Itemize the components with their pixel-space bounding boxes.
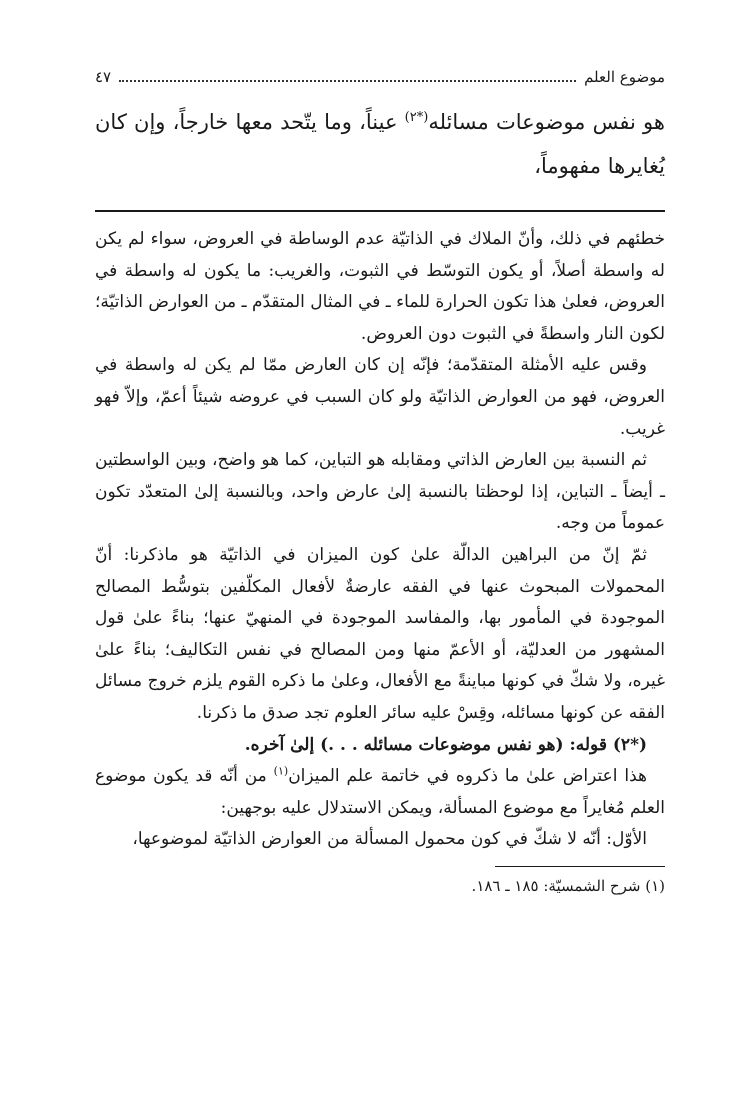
commentary-separator [95,210,665,212]
commentary-quote-heading: (*٢) قوله: (هو نفس موضوعات مسائله . . .) إلىٰ آخره. [244,734,647,755]
footnote-reference: (١) [273,764,289,778]
main-text [95,100,665,188]
running-header [95,68,665,94]
commentary-paragraph-7: الأوّل: أنّه لا شكّ في كون محمول المسألة من العوارض الذاتيّة لموضوعها، [132,829,647,850]
main-text-reference: (*٢) [404,110,429,125]
commentary-paragraph-6-part-1: هذا اعتراض علىٰ ما ذكروه في خاتمة علم الميزان [288,766,648,787]
commentary-paragraph-3: ثم النسبة بين العارض الذاتي ومقابله هو التباين، كما هو واضح، وبين الواسطتين ـ أيضاً ـ التباين، إذا لوحظتا بالنسبة إلىٰ عارض واحد، وبالنسبة إلىٰ المتعدّد تكون عموماً من وجه. [95,450,665,534]
commentary-paragraph-1: خطئهم في ذلك، وأنّ الملاك في الذاتيّة عدم الوساطة في العروض، سواء لم يكن له واسطة أصلاً، أو يكون التوسّط في الثبوت، والغريب: ما يكون له واسطة في العروض، فعلىٰ هذا تكون الحرارة للماء ـ في المثال المتقدّم ـ من العوارض الذاتيّة؛ لكون النار واسطةً في الثبوت دون العروض. [95,229,665,344]
commentary-paragraph-6-part-2: من أنّه قد يكون موضوع العلم مُغايراً مع موضوع المسألة، ويمكن الاستدلال عليه بوجهين: [95,766,665,818]
running-title: موضوع العلم [584,68,665,86]
commentary [95,224,665,856]
commentary-paragraph-4: ثمّ إنّ من البراهين الدالّة علىٰ كون الميزان في الذاتيّة هو ماذكرنا: أنّ المحمولات المبحوث عنها في الفقه عارضةٌ لأفعال المكلّفين بتوسُّط المصالح الموجودة في المأمور بها، والمفاسد الموجودة في المنهيّ عنها؛ بناءً علىٰ قول المشهور من العدليّة، أو الأعمّ منها ومن المصالح في نفس التكاليف؛ بناءً علىٰ غيره، ولا شكّ في كونها مباينةً مع الأفعال، وعلىٰ ما ذكره القوم يلزم خروج مسائل الفقه عن كونها مسائله، وقِسْ عليه سائر العلوم تجد صدق ما ذكرنا. [95,544,665,723]
main-text-part-2: عيناً، وما يتّحد معها خارجاً، وإن كان يُغايرها مفهوماً، [95,110,665,178]
footnote: (١) شرح الشمسيّة: ١٨٥ ـ ١٨٦. [471,876,665,895]
header-dot-leader [119,79,576,82]
footnote-separator [495,866,665,867]
commentary-paragraph-2: وقس عليه الأمثلة المتقدّمة؛ فإنّه إن كان العارض ممّا لم يكن له واسطة في العروض، فهو من العوارض الذاتيّة ولو كان السبب في عروضه شيئاً أعمّ، وإلاّ فهو غريب. [95,355,665,439]
commentary-paragraph-6 [95,761,665,824]
main-text-part-1: هو نفس موضوعات مسائله [428,110,665,134]
page-number: ٤٧ [95,68,112,86]
page [95,68,665,895]
